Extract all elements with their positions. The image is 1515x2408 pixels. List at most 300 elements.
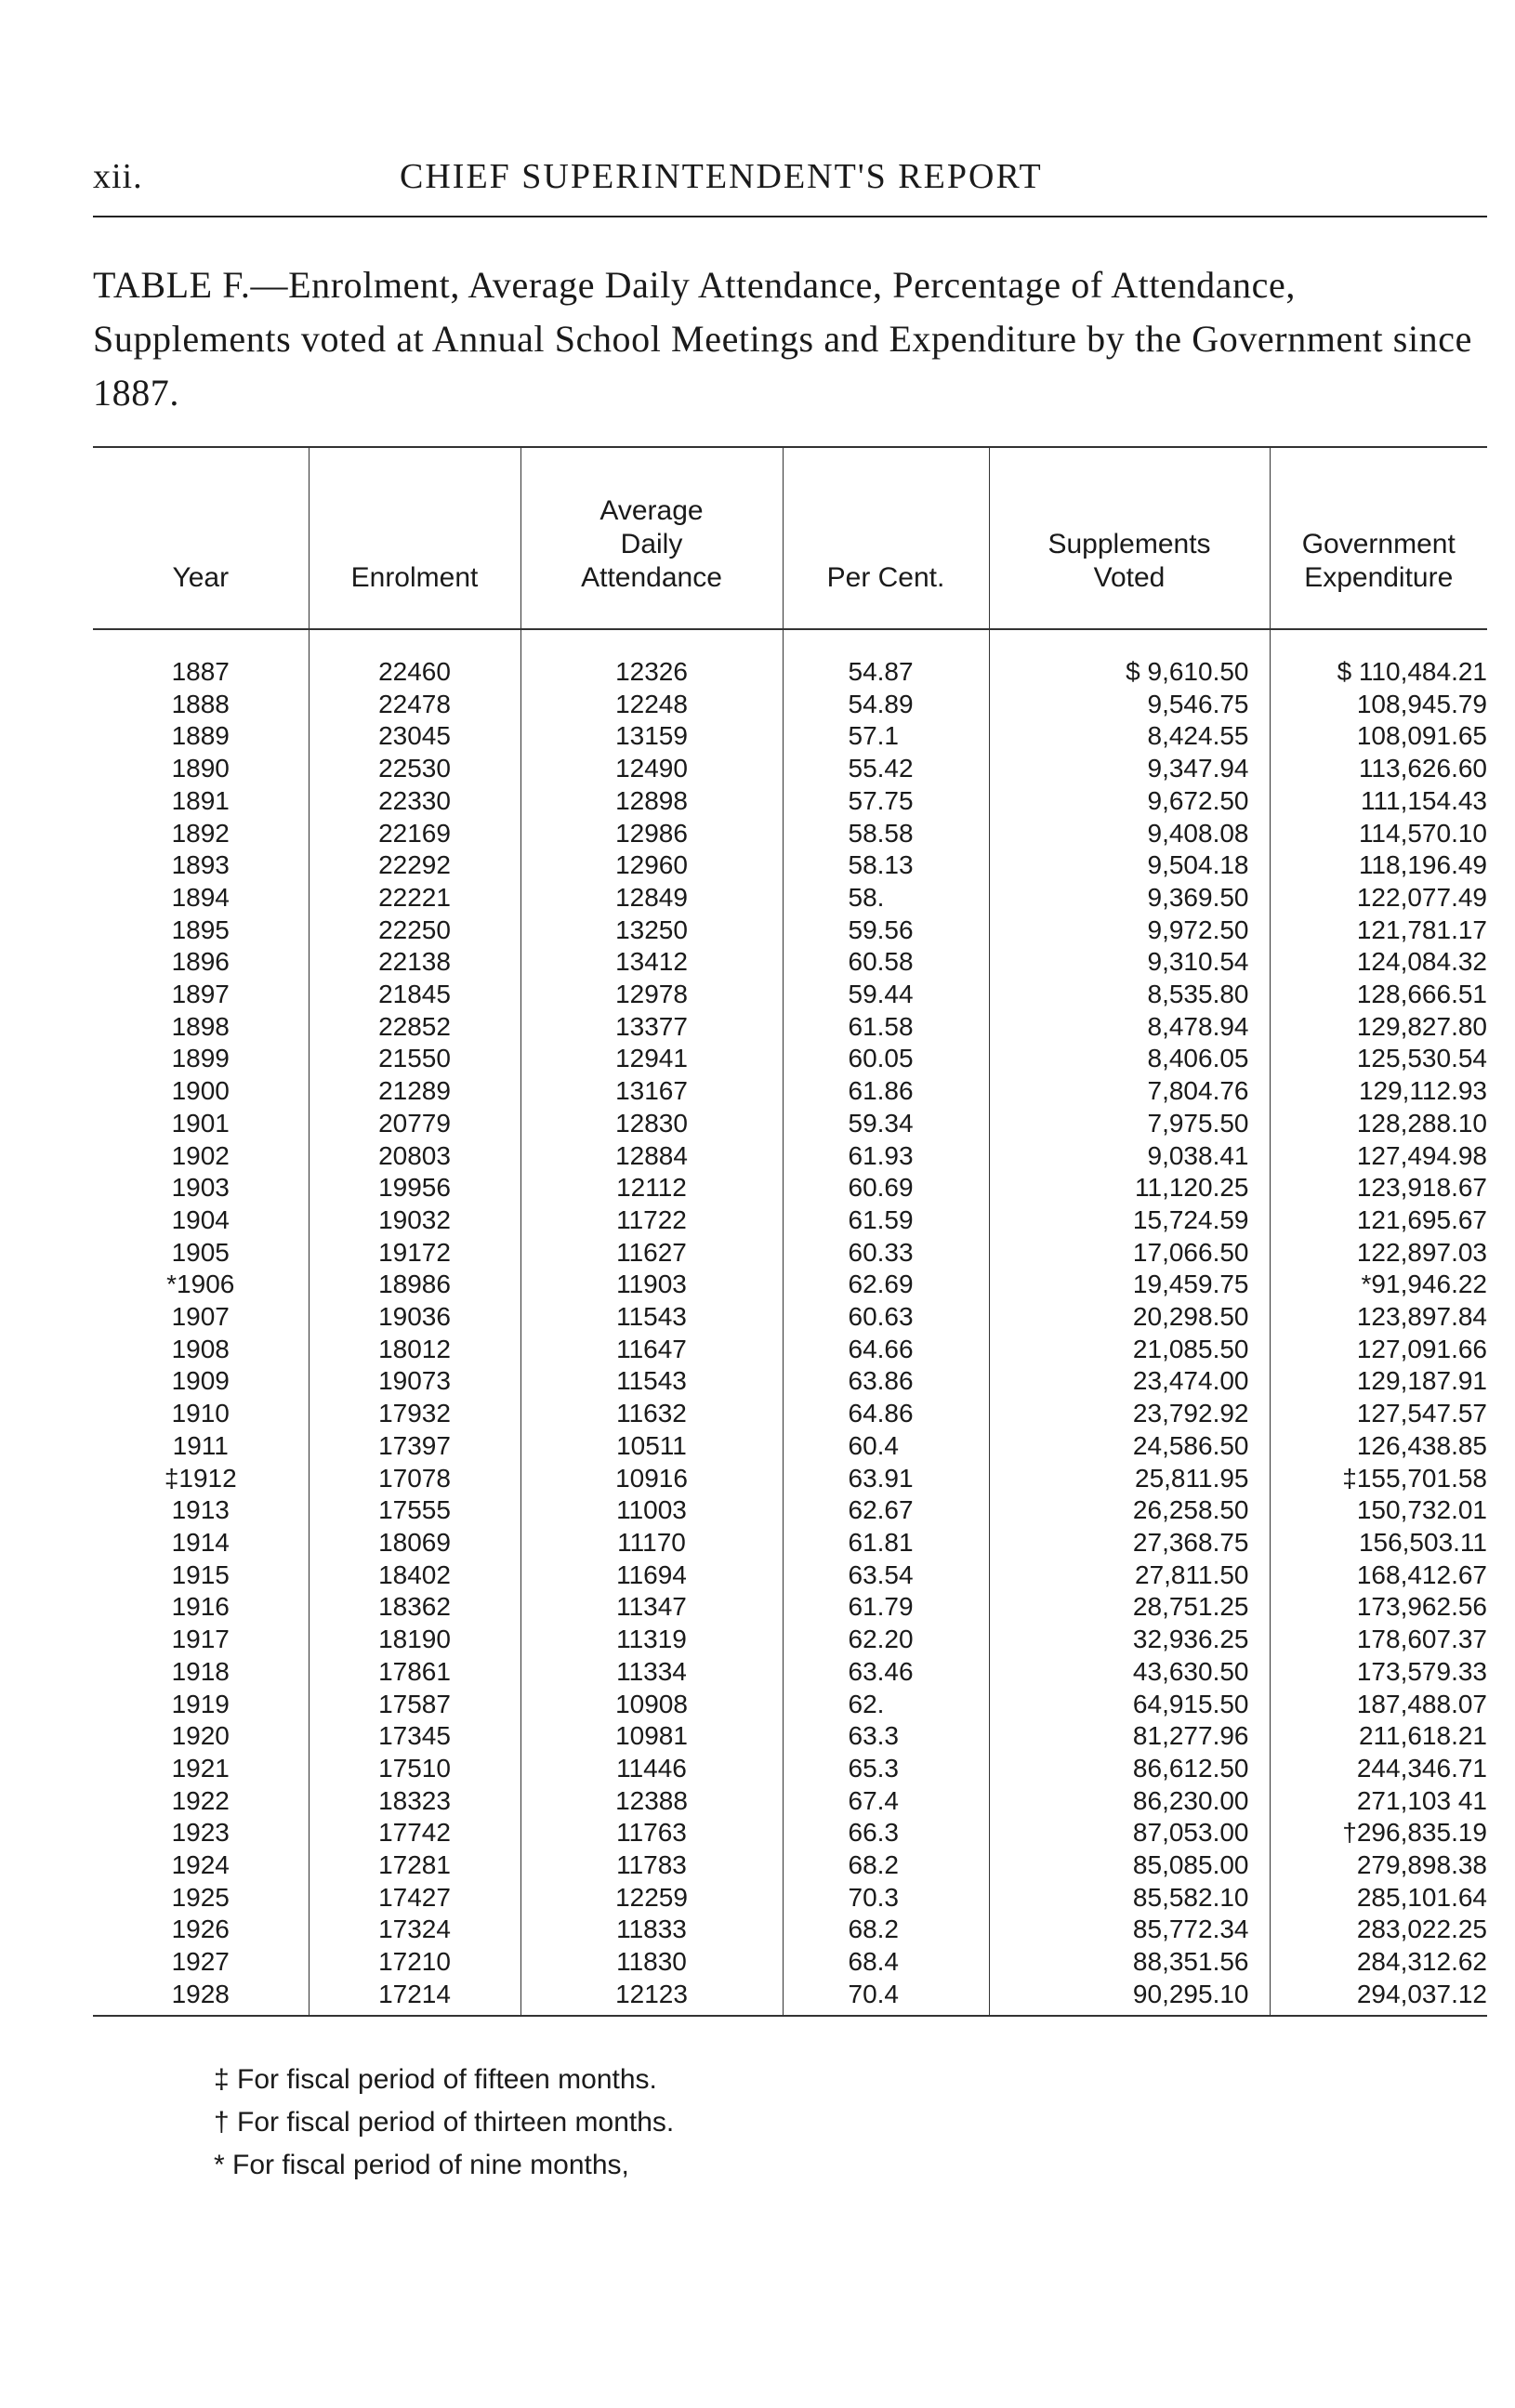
- cell-enrolment: 17281: [309, 1849, 520, 1882]
- cell-percent: 61.86: [783, 1075, 989, 1108]
- cell-percent: 65.3: [783, 1753, 989, 1785]
- cell-supplements: 9,546.75: [989, 689, 1270, 721]
- cell-attendance: 10908: [520, 1689, 783, 1721]
- cell-attendance: 12326: [520, 629, 783, 689]
- cell-supplements: 9,972.50: [989, 915, 1270, 947]
- cell-attendance: 11543: [520, 1365, 783, 1398]
- cell-attendance: 12849: [520, 882, 783, 915]
- table-row: [93, 1269, 1487, 1301]
- cell-year: 1889: [171, 721, 230, 751]
- cell-year: 1917: [171, 1625, 230, 1654]
- cell-attendance: 11003: [520, 1494, 783, 1527]
- cell-percent: 60.63: [783, 1301, 989, 1334]
- cell-supplements: 90,295.10: [989, 1979, 1270, 2016]
- cell-attendance: 10981: [520, 1720, 783, 1753]
- cell-year: 1923: [171, 1818, 230, 1848]
- table-row: [93, 1946, 1487, 1979]
- cell-supplements: 9,672.50: [989, 785, 1270, 818]
- table-body: [93, 629, 1487, 2016]
- cell-expenditure: 121,695.67: [1270, 1204, 1487, 1237]
- cell-expenditure: 118,196.49: [1270, 849, 1487, 882]
- table-row: [93, 1011, 1487, 1044]
- cell-enrolment: 22852: [309, 1011, 520, 1044]
- cell-attendance: 11627: [520, 1237, 783, 1270]
- cell-expenditure: 122,897.03: [1270, 1237, 1487, 1270]
- cell-enrolment: 19172: [309, 1237, 520, 1270]
- cell-year: 1891: [171, 785, 230, 815]
- cell-enrolment: 18362: [309, 1591, 520, 1624]
- cell-enrolment: 17345: [309, 1720, 520, 1753]
- cell-percent: 63.3: [783, 1720, 989, 1753]
- cell-year: 1897: [171, 980, 230, 1009]
- header-year: Year: [93, 447, 309, 629]
- cell-expenditure: 114,570.10: [1270, 818, 1487, 850]
- cell-percent: 60.4: [783, 1430, 989, 1463]
- cell-supplements: 9,504.18: [989, 849, 1270, 882]
- header-supplements: Supplements Voted: [989, 447, 1270, 629]
- cell-year: 1924: [171, 1850, 230, 1880]
- cell-expenditure: 244,346.71: [1270, 1753, 1487, 1785]
- cell-percent: 61.59: [783, 1204, 989, 1237]
- cell-enrolment: 19956: [309, 1172, 520, 1204]
- cell-year: 1910: [171, 1399, 230, 1428]
- cell-year: 1900: [171, 1076, 230, 1106]
- cell-supplements: $ 9,610.50: [989, 629, 1270, 689]
- cell-supplements: 86,230.00: [989, 1785, 1270, 1818]
- cell-percent: 66.3: [783, 1817, 989, 1849]
- cell-supplements: 11,120.25: [989, 1172, 1270, 1204]
- cell-attendance: 10916: [520, 1463, 783, 1495]
- cell-attendance: 12898: [520, 785, 783, 818]
- running-title: CHIEF SUPERINTENDENT'S REPORT: [400, 157, 1043, 196]
- cell-percent: 62.20: [783, 1624, 989, 1656]
- cell-year: 1893: [171, 850, 230, 880]
- cell-supplements: 43,630.50: [989, 1656, 1270, 1689]
- cell-expenditure: 125,530.54: [1270, 1043, 1487, 1075]
- table-row: [93, 1365, 1487, 1398]
- cell-supplements: 8,535.80: [989, 979, 1270, 1011]
- cell-supplements: 8,478.94: [989, 1011, 1270, 1044]
- table-row: [93, 1237, 1487, 1270]
- cell-enrolment: 20803: [309, 1140, 520, 1173]
- cell-enrolment: 17587: [309, 1689, 520, 1721]
- cell-supplements: 81,277.96: [989, 1720, 1270, 1753]
- cell-year: 1905: [171, 1237, 230, 1267]
- cell-attendance: 12986: [520, 818, 783, 850]
- footnote-fifteen-months: ‡ For fiscal period of fifteen months.: [214, 2064, 657, 2095]
- cell-attendance: 11334: [520, 1656, 783, 1689]
- cell-enrolment: 19036: [309, 1301, 520, 1334]
- cell-expenditure: 285,101.64: [1270, 1882, 1487, 1915]
- table-row: [93, 946, 1487, 979]
- cell-year: 1895: [171, 915, 230, 944]
- cell-attendance: 13412: [520, 946, 783, 979]
- table-row: [93, 629, 1487, 689]
- cell-percent: 63.91: [783, 1463, 989, 1495]
- cell-supplements: 32,936.25: [989, 1624, 1270, 1656]
- cell-percent: 61.81: [783, 1527, 989, 1559]
- cell-supplements: 9,310.54: [989, 946, 1270, 979]
- cell-attendance: 12388: [520, 1785, 783, 1818]
- cell-attendance: 11446: [520, 1753, 783, 1785]
- cell-percent: 61.79: [783, 1591, 989, 1624]
- cell-enrolment: 17214: [309, 1979, 520, 2016]
- cell-attendance: 13159: [520, 720, 783, 753]
- cell-enrolment: 22530: [309, 753, 520, 785]
- cell-attendance: 11903: [520, 1269, 783, 1301]
- cell-year: 1911: [172, 1430, 229, 1460]
- cell-expenditure: 279,898.38: [1270, 1849, 1487, 1882]
- cell-attendance: 12978: [520, 979, 783, 1011]
- header-percent: Per Cent.: [783, 447, 989, 629]
- cell-enrolment: 23045: [309, 720, 520, 753]
- cell-expenditure: 108,945.79: [1270, 689, 1487, 721]
- cell-enrolment: 20779: [309, 1108, 520, 1140]
- cell-expenditure: 211,618.21: [1270, 1720, 1487, 1753]
- cell-enrolment: 22460: [309, 629, 520, 689]
- table-row: [93, 1204, 1487, 1237]
- cell-enrolment: 17324: [309, 1914, 520, 1946]
- cell-expenditure: 127,091.66: [1270, 1334, 1487, 1366]
- cell-year: 1894: [171, 882, 230, 912]
- cell-enrolment: 18069: [309, 1527, 520, 1559]
- cell-supplements: 21,085.50: [989, 1334, 1270, 1366]
- cell-supplements: 24,586.50: [989, 1430, 1270, 1463]
- cell-percent: 54.89: [783, 689, 989, 721]
- cell-expenditure: †296,835.19: [1270, 1817, 1487, 1849]
- cell-percent: 59.44: [783, 979, 989, 1011]
- cell-supplements: 9,038.41: [989, 1140, 1270, 1173]
- cell-supplements: 9,347.94: [989, 753, 1270, 785]
- cell-attendance: 13377: [520, 1011, 783, 1044]
- cell-attendance: 12941: [520, 1043, 783, 1075]
- cell-expenditure: 111,154.43: [1270, 785, 1487, 818]
- cell-expenditure: 121,781.17: [1270, 915, 1487, 947]
- header-rule: [93, 216, 1487, 217]
- cell-supplements: 87,053.00: [989, 1817, 1270, 1849]
- table-row: [93, 1108, 1487, 1140]
- table-row: [93, 1979, 1487, 2016]
- cell-year: ‡1912: [164, 1463, 237, 1493]
- data-table-container: [93, 446, 1487, 2017]
- cell-percent: 57.1: [783, 720, 989, 753]
- cell-attendance: 11647: [520, 1334, 783, 1366]
- table-row: [93, 849, 1487, 882]
- cell-enrolment: 18323: [309, 1785, 520, 1818]
- cell-year: 1913: [171, 1495, 230, 1525]
- cell-percent: 62.69: [783, 1269, 989, 1301]
- cell-supplements: 26,258.50: [989, 1494, 1270, 1527]
- cell-expenditure: 124,084.32: [1270, 946, 1487, 979]
- header-attendance: Average Daily Attendance: [520, 447, 783, 629]
- cell-percent: 61.58: [783, 1011, 989, 1044]
- cell-year: 1892: [171, 818, 230, 848]
- table-row: [93, 1914, 1487, 1946]
- cell-supplements: 7,804.76: [989, 1075, 1270, 1108]
- cell-enrolment: 18986: [309, 1269, 520, 1301]
- cell-supplements: 85,582.10: [989, 1882, 1270, 1915]
- cell-percent: 68.2: [783, 1914, 989, 1946]
- cell-expenditure: 123,918.67: [1270, 1172, 1487, 1204]
- cell-supplements: 7,975.50: [989, 1108, 1270, 1140]
- cell-expenditure: 127,547.57: [1270, 1398, 1487, 1430]
- cell-expenditure: 123,897.84: [1270, 1301, 1487, 1334]
- cell-percent: 70.4: [783, 1979, 989, 2016]
- cell-attendance: 10511: [520, 1430, 783, 1463]
- cell-enrolment: 18190: [309, 1624, 520, 1656]
- cell-expenditure: 294,037.12: [1270, 1979, 1487, 2016]
- cell-expenditure: 128,666.51: [1270, 979, 1487, 1011]
- cell-attendance: 12884: [520, 1140, 783, 1173]
- cell-year: *1906: [166, 1270, 235, 1299]
- cell-supplements: 85,772.34: [989, 1914, 1270, 1946]
- table-row: [93, 1430, 1487, 1463]
- cell-year: 1928: [171, 1979, 230, 2008]
- table-row: [93, 882, 1487, 915]
- cell-year: 1918: [171, 1656, 230, 1686]
- cell-year: 1922: [171, 1785, 230, 1815]
- cell-year: 1896: [171, 947, 230, 977]
- table-caption: TABLE F.—Enrolment, Average Daily Attendance, Percentage of Attendance, Supplements voted at Annual School Meetings and Expenditure by the Government since 1887.: [93, 264, 1472, 414]
- cell-attendance: 12490: [520, 753, 783, 785]
- cell-year: 1916: [171, 1592, 230, 1622]
- cell-expenditure: $ 110,484.21: [1270, 629, 1487, 689]
- cell-attendance: 11319: [520, 1624, 783, 1656]
- cell-year: 1914: [171, 1527, 230, 1557]
- cell-expenditure: 108,091.65: [1270, 720, 1487, 753]
- cell-attendance: 13167: [520, 1075, 783, 1108]
- cell-attendance: 11763: [520, 1817, 783, 1849]
- cell-percent: 62.: [783, 1689, 989, 1721]
- cell-supplements: 23,474.00: [989, 1365, 1270, 1398]
- cell-percent: 59.34: [783, 1108, 989, 1140]
- table-row: [93, 1527, 1487, 1559]
- cell-percent: 68.2: [783, 1849, 989, 1882]
- cell-enrolment: 22478: [309, 689, 520, 721]
- table-row: [93, 1882, 1487, 1915]
- table-row: [93, 1785, 1487, 1818]
- cell-enrolment: 17861: [309, 1656, 520, 1689]
- cell-supplements: 9,369.50: [989, 882, 1270, 915]
- table-row: [93, 1398, 1487, 1430]
- cell-expenditure: 126,438.85: [1270, 1430, 1487, 1463]
- cell-expenditure: 129,112.93: [1270, 1075, 1487, 1108]
- cell-supplements: 8,406.05: [989, 1043, 1270, 1075]
- cell-enrolment: 21845: [309, 979, 520, 1011]
- cell-percent: 55.42: [783, 753, 989, 785]
- cell-enrolment: 17427: [309, 1882, 520, 1915]
- cell-supplements: 23,792.92: [989, 1398, 1270, 1430]
- table-row: [93, 1494, 1487, 1527]
- cell-attendance: 11347: [520, 1591, 783, 1624]
- cell-year: 1899: [171, 1044, 230, 1073]
- cell-enrolment: 17078: [309, 1463, 520, 1495]
- cell-year: 1890: [171, 754, 230, 783]
- cell-supplements: 15,724.59: [989, 1204, 1270, 1237]
- cell-supplements: 20,298.50: [989, 1301, 1270, 1334]
- table-row: [93, 720, 1487, 753]
- cell-year: 1901: [171, 1108, 230, 1138]
- cell-year: 1908: [171, 1334, 230, 1363]
- enrolment-table: [93, 446, 1487, 2017]
- cell-expenditure: 150,732.01: [1270, 1494, 1487, 1527]
- cell-attendance: 12830: [520, 1108, 783, 1140]
- cell-enrolment: 22138: [309, 946, 520, 979]
- cell-expenditure: 271,103 41: [1270, 1785, 1487, 1818]
- table-row: [93, 1849, 1487, 1882]
- cell-attendance: 11830: [520, 1946, 783, 1979]
- cell-expenditure: 187,488.07: [1270, 1689, 1487, 1721]
- table-row: [93, 1656, 1487, 1689]
- cell-year: 1925: [171, 1882, 230, 1912]
- cell-expenditure: 173,962.56: [1270, 1591, 1487, 1624]
- cell-percent: 60.58: [783, 946, 989, 979]
- table-row: [93, 1817, 1487, 1849]
- cell-expenditure: 284,312.62: [1270, 1946, 1487, 1979]
- cell-attendance: 11833: [520, 1914, 783, 1946]
- cell-attendance: 11543: [520, 1301, 783, 1334]
- cell-percent: 64.86: [783, 1398, 989, 1430]
- cell-supplements: 27,811.50: [989, 1559, 1270, 1592]
- cell-year: 1904: [171, 1204, 230, 1234]
- cell-enrolment: 17210: [309, 1946, 520, 1979]
- cell-year: 1927: [171, 1947, 230, 1977]
- footnote-thirteen-months: † For fiscal period of thirteen months.: [214, 2107, 675, 2138]
- table-row: [93, 1334, 1487, 1366]
- cell-year: 1903: [171, 1173, 230, 1203]
- table-row: [93, 1689, 1487, 1721]
- table-row: [93, 979, 1487, 1011]
- cell-percent: 63.46: [783, 1656, 989, 1689]
- cell-enrolment: 21289: [309, 1075, 520, 1108]
- cell-supplements: 27,368.75: [989, 1527, 1270, 1559]
- cell-attendance: 11722: [520, 1204, 783, 1237]
- header-expenditure: Government Expenditure: [1270, 447, 1487, 629]
- cell-attendance: 12960: [520, 849, 783, 882]
- cell-percent: 60.05: [783, 1043, 989, 1075]
- cell-expenditure: 178,607.37: [1270, 1624, 1487, 1656]
- cell-percent: 60.33: [783, 1237, 989, 1270]
- cell-percent: 63.86: [783, 1365, 989, 1398]
- cell-expenditure: *91,946.22: [1270, 1269, 1487, 1301]
- cell-enrolment: 22330: [309, 785, 520, 818]
- table-row: [93, 915, 1487, 947]
- footnote-nine-months: * For fiscal period of nine months,: [214, 2150, 629, 2180]
- cell-percent: 58.13: [783, 849, 989, 882]
- cell-percent: 63.54: [783, 1559, 989, 1592]
- cell-enrolment: 17742: [309, 1817, 520, 1849]
- cell-enrolment: 17555: [309, 1494, 520, 1527]
- header-enrolment: Enrolment: [309, 447, 520, 629]
- table-row: [93, 1753, 1487, 1785]
- table-row: [93, 1172, 1487, 1204]
- cell-percent: 54.87: [783, 629, 989, 689]
- table-row: [93, 1624, 1487, 1656]
- cell-enrolment: 17932: [309, 1398, 520, 1430]
- cell-year: 1902: [171, 1140, 230, 1170]
- table-row: [93, 1463, 1487, 1495]
- cell-year: 1926: [171, 1915, 230, 1944]
- cell-supplements: 28,751.25: [989, 1591, 1270, 1624]
- table-header-row: [93, 447, 1487, 629]
- cell-percent: 59.56: [783, 915, 989, 947]
- cell-enrolment: 19073: [309, 1365, 520, 1398]
- table-row: [93, 1043, 1487, 1075]
- cell-year: 1909: [171, 1366, 230, 1396]
- cell-expenditure: 113,626.60: [1270, 753, 1487, 785]
- cell-percent: 68.4: [783, 1946, 989, 1979]
- cell-expenditure: 168,412.67: [1270, 1559, 1487, 1592]
- cell-expenditure: 129,187.91: [1270, 1365, 1487, 1398]
- cell-percent: 70.3: [783, 1882, 989, 1915]
- cell-enrolment: 22169: [309, 818, 520, 850]
- cell-supplements: 8,424.55: [989, 720, 1270, 753]
- cell-supplements: 17,066.50: [989, 1237, 1270, 1270]
- cell-year: 1888: [171, 689, 230, 718]
- cell-percent: 58.58: [783, 818, 989, 850]
- table-row: [93, 753, 1487, 785]
- page-number: xii.: [93, 157, 143, 196]
- cell-enrolment: 22250: [309, 915, 520, 947]
- cell-year: 1898: [171, 1011, 230, 1041]
- cell-enrolment: 21550: [309, 1043, 520, 1075]
- cell-percent: 61.93: [783, 1140, 989, 1173]
- cell-attendance: 11694: [520, 1559, 783, 1592]
- cell-expenditure: 156,503.11: [1270, 1527, 1487, 1559]
- table-row: [93, 689, 1487, 721]
- cell-supplements: 19,459.75: [989, 1269, 1270, 1301]
- cell-enrolment: 19032: [309, 1204, 520, 1237]
- cell-percent: 64.66: [783, 1334, 989, 1366]
- cell-expenditure: 283,022.25: [1270, 1914, 1487, 1946]
- footnotes: [214, 2059, 1329, 2187]
- cell-percent: 67.4: [783, 1785, 989, 1818]
- cell-expenditure: 128,288.10: [1270, 1108, 1487, 1140]
- cell-attendance: 11170: [520, 1527, 783, 1559]
- cell-supplements: 86,612.50: [989, 1753, 1270, 1785]
- table-row: [93, 1591, 1487, 1624]
- cell-attendance: 12123: [520, 1979, 783, 2016]
- cell-attendance: 13250: [520, 915, 783, 947]
- cell-supplements: 88,351.56: [989, 1946, 1270, 1979]
- table-row: [93, 1140, 1487, 1173]
- cell-supplements: 9,408.08: [989, 818, 1270, 850]
- cell-expenditure: 129,827.80: [1270, 1011, 1487, 1044]
- table-row: [93, 1075, 1487, 1108]
- cell-supplements: 25,811.95: [989, 1463, 1270, 1495]
- cell-attendance: 12248: [520, 689, 783, 721]
- cell-percent: 62.67: [783, 1494, 989, 1527]
- cell-supplements: 64,915.50: [989, 1689, 1270, 1721]
- cell-expenditure: ‡155,701.58: [1270, 1463, 1487, 1495]
- cell-enrolment: 18012: [309, 1334, 520, 1366]
- table-row: [93, 1301, 1487, 1334]
- cell-attendance: 11632: [520, 1398, 783, 1430]
- cell-percent: 60.69: [783, 1172, 989, 1204]
- cell-expenditure: 173,579.33: [1270, 1656, 1487, 1689]
- cell-enrolment: 17397: [309, 1430, 520, 1463]
- table-row: [93, 818, 1487, 850]
- cell-enrolment: 18402: [309, 1559, 520, 1592]
- cell-attendance: 11783: [520, 1849, 783, 1882]
- table-row: [93, 1559, 1487, 1592]
- cell-year: 1907: [171, 1302, 230, 1332]
- cell-percent: 57.75: [783, 785, 989, 818]
- cell-year: 1919: [171, 1689, 230, 1718]
- cell-year: 1887: [171, 657, 230, 686]
- cell-attendance: 12259: [520, 1882, 783, 1915]
- cell-year: 1920: [171, 1721, 230, 1751]
